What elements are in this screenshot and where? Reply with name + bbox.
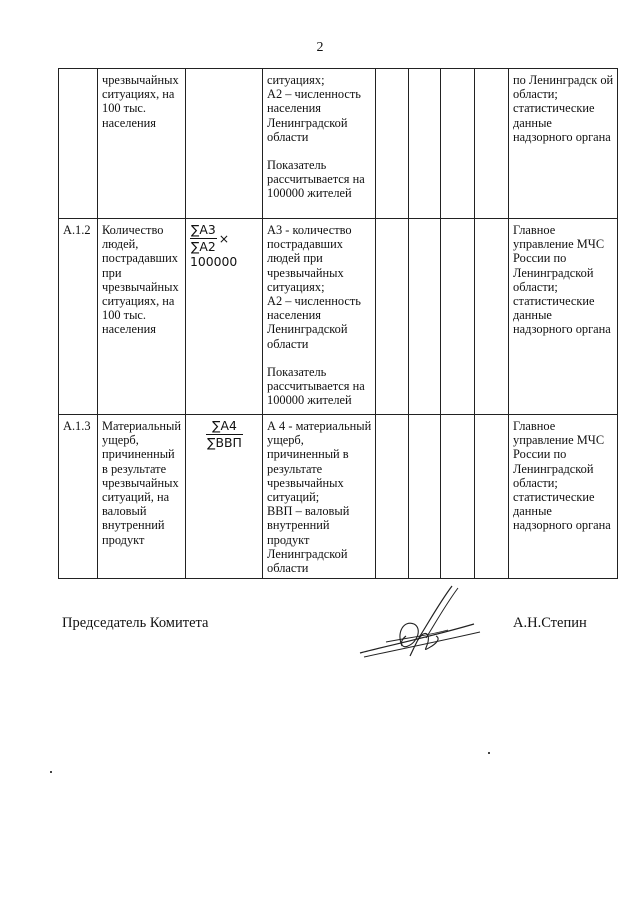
empty-cell: [475, 69, 509, 219]
formula-multiplier: × 100000: [190, 230, 238, 269]
indicator-description: [263, 69, 376, 219]
description-line: А3 - количество пострадавших людей при чрезвычайных ситуациях;: [267, 223, 352, 294]
empty-cell: [376, 219, 409, 415]
description-line: ситуациях;: [267, 73, 325, 87]
indicator-name: Количество людей, пострадавших при чрезвычайных ситуациях, на 100 тыс. населения: [98, 219, 186, 415]
description-line: А2 – численность населения Ленинградской области: [267, 294, 361, 351]
indicators-table: [58, 68, 618, 579]
table-row: [59, 69, 618, 219]
formula-fraction: [190, 223, 217, 254]
indicator-name: Материальный ущерб, причиненный в результате чрезвычайных ситуаций, на валовый внутренний продукт: [98, 415, 186, 579]
formula-numerator: ∑А3: [190, 223, 217, 239]
page-number: 2: [316, 40, 324, 55]
indicator-formula: [186, 219, 263, 415]
empty-cell: [376, 415, 409, 579]
indicator-name: чрезвычайных ситуациях, на 100 тыс. населения: [98, 69, 186, 219]
indicator-description: [263, 219, 376, 415]
formula-denominator: ∑А2: [191, 239, 216, 255]
signatory-name: А.Н.Степин: [513, 615, 587, 631]
indicator-formula: [186, 69, 263, 219]
formula-fraction: [206, 419, 243, 450]
indicator-code: А.1.3: [59, 415, 98, 579]
empty-cell: [441, 415, 475, 579]
empty-cell: [409, 415, 441, 579]
empty-cell: [376, 69, 409, 219]
formula-numerator: ∑А4: [206, 419, 243, 435]
handwritten-signature: [356, 580, 486, 660]
table-row: [59, 415, 618, 579]
empty-cell: [441, 219, 475, 415]
indicator-code: [59, 69, 98, 219]
indicator-formula: [186, 415, 263, 579]
formula-denominator: ∑ВВП: [207, 435, 242, 451]
scan-speck: [50, 771, 52, 773]
signature-title: Председатель Комитета: [62, 615, 209, 631]
empty-cell: [441, 69, 475, 219]
indicator-source: по Ленинградск ой области; статистические данные надзорного органа: [509, 69, 618, 219]
scan-speck: [488, 752, 490, 754]
table-row: [59, 219, 618, 415]
description-line: А2 – численность населения Ленинградской области: [267, 87, 361, 144]
description-note: Показатель рассчитывается на 100000 жителей: [267, 158, 365, 201]
indicator-code: А.1.2: [59, 219, 98, 415]
description-line: ВВП – валовый внутренний продукт Ленинградской области: [267, 504, 350, 576]
indicator-source: Главное управление МЧС России по Ленинградской области; статистические данные надзорного органа: [509, 415, 618, 579]
indicator-source: Главное управление МЧС России по Ленинградской области; статистические данные надзорного органа: [509, 219, 618, 415]
empty-cell: [409, 219, 441, 415]
empty-cell: [409, 69, 441, 219]
indicator-description: [263, 415, 376, 579]
empty-cell: [475, 219, 509, 415]
description-line: А 4 - материальный ущерб, причиненный в результате чрезвычайных ситуаций;: [267, 419, 372, 505]
empty-cell: [475, 415, 509, 579]
description-note: Показатель рассчитывается на 100000 жителей: [267, 364, 365, 408]
